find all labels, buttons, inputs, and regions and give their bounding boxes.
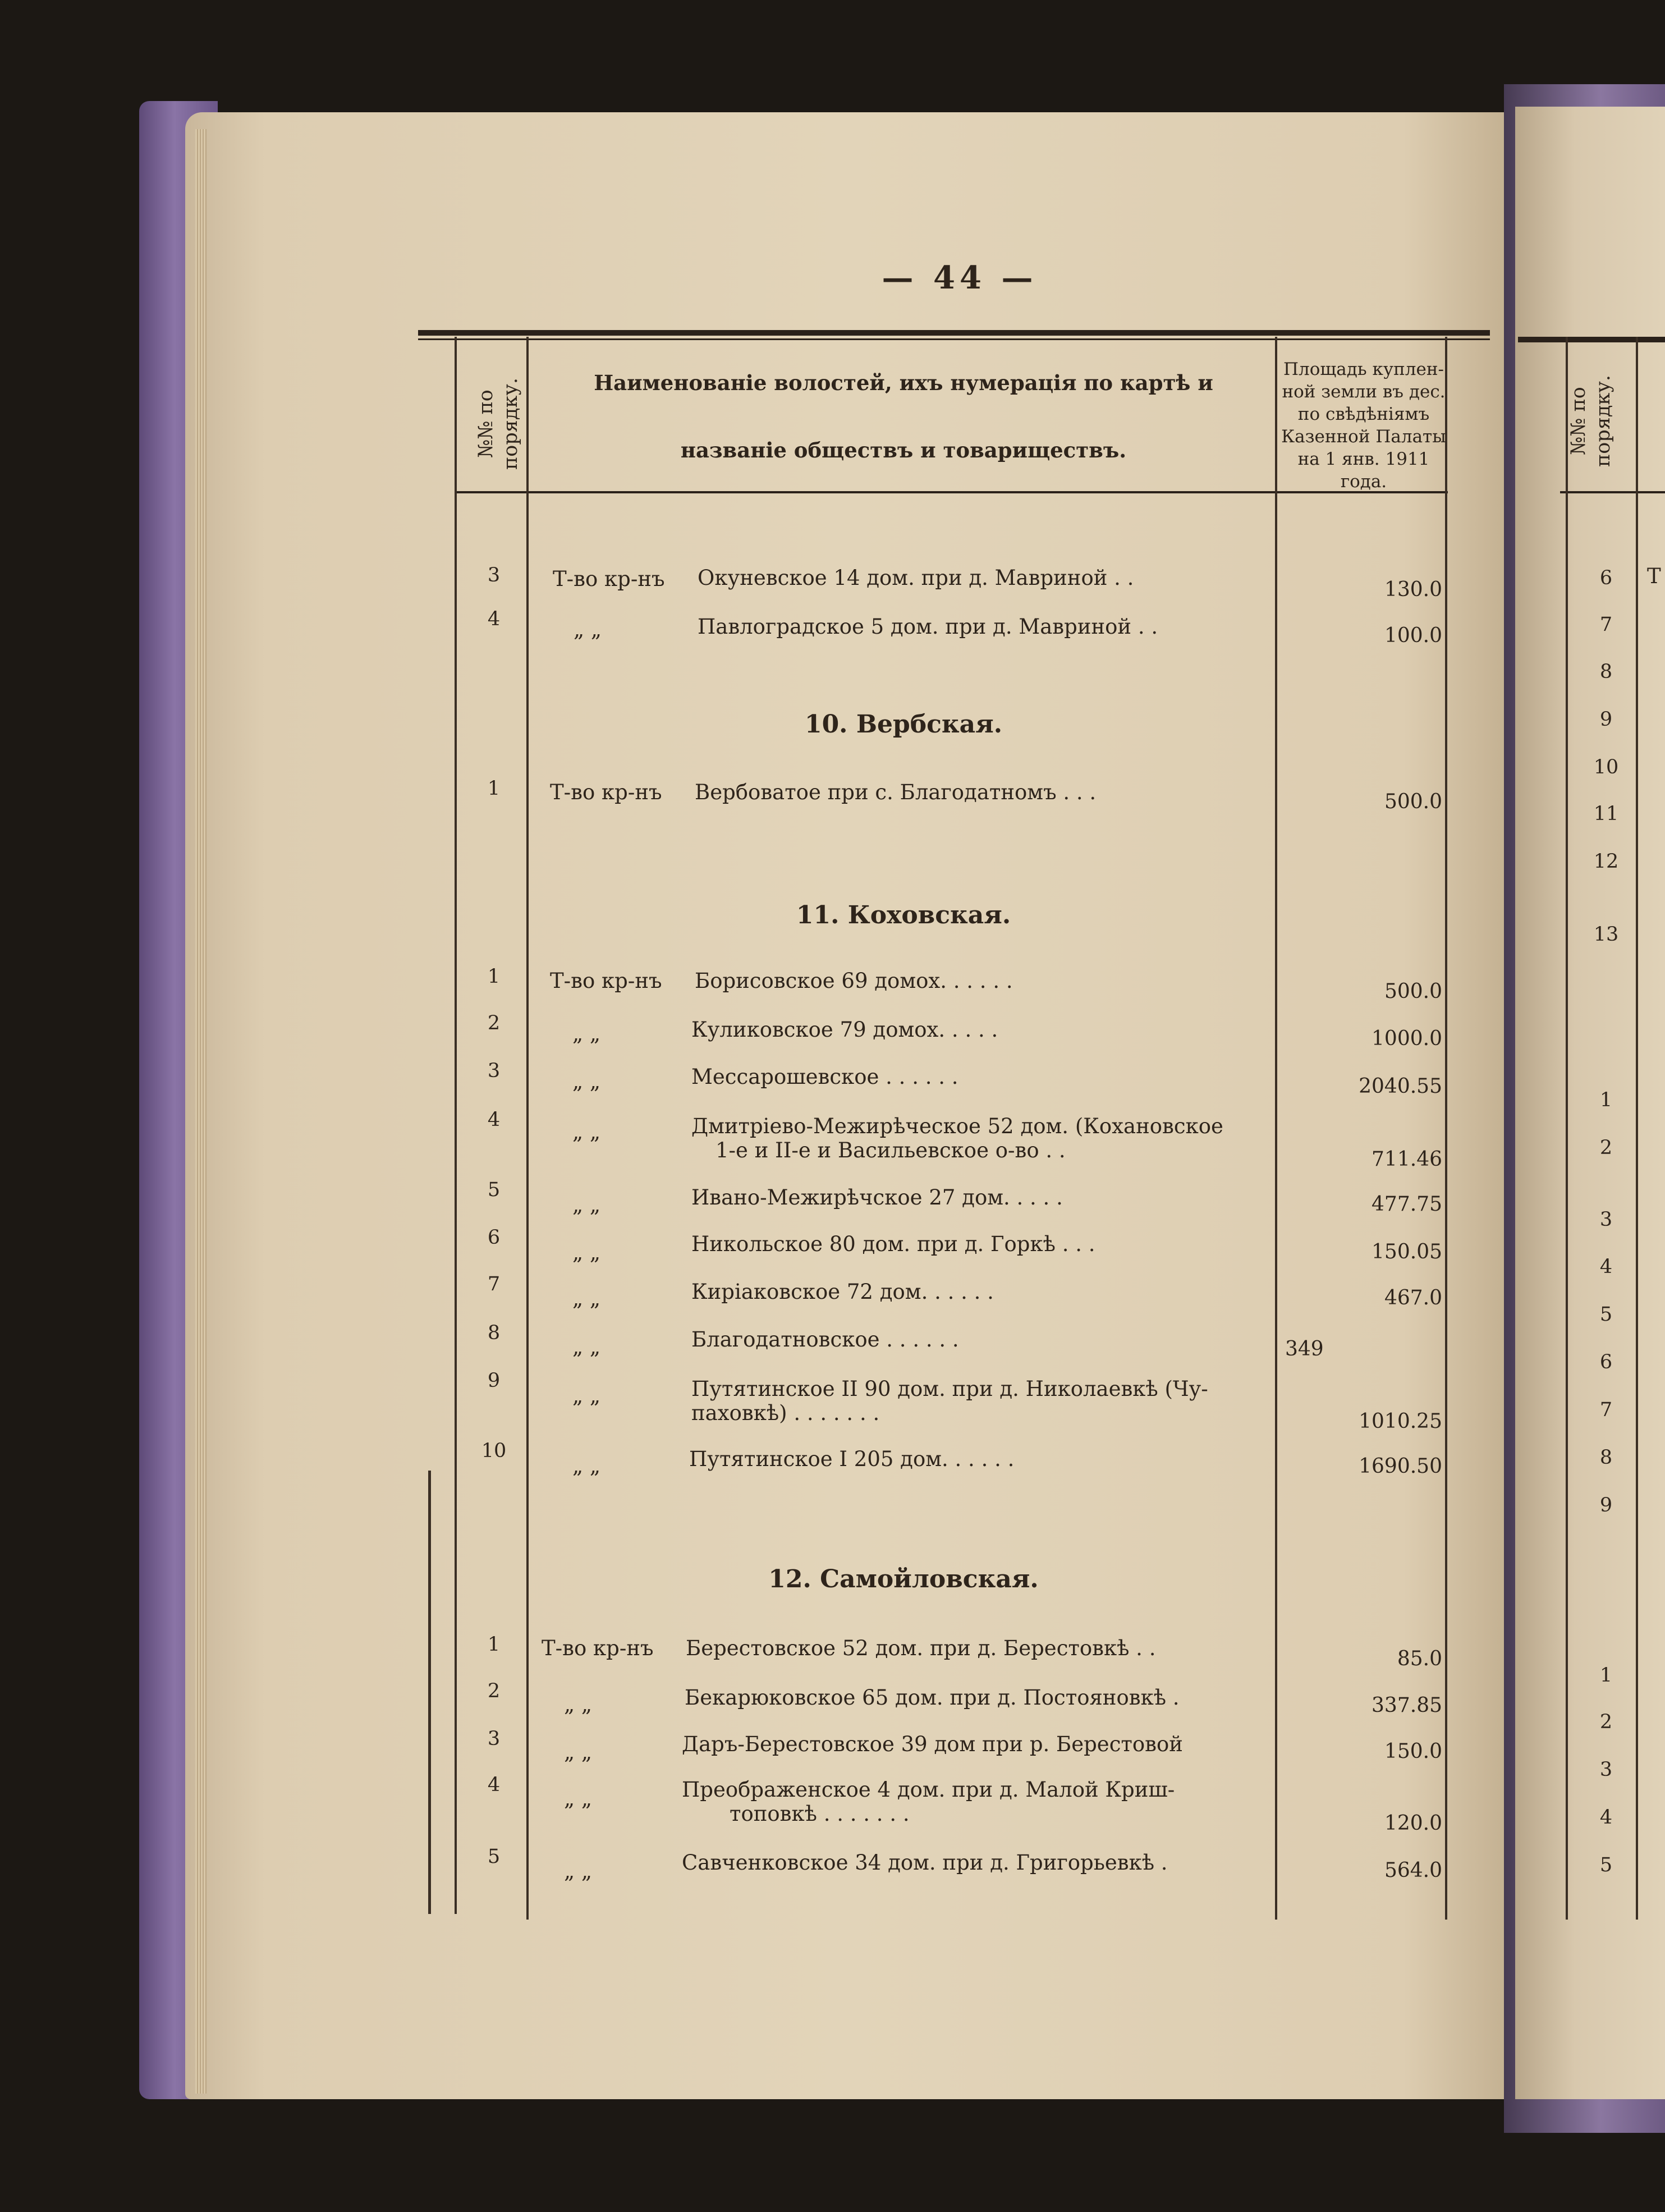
right-row-number: 1: [1599, 1664, 1613, 1687]
row-number: 4: [487, 608, 501, 630]
header-area-line: года.: [1340, 471, 1387, 492]
right-row-number: 10: [1593, 756, 1619, 778]
right-row-number: 7: [1599, 1399, 1613, 1421]
row-name: Благодатновское . . . . . .: [691, 1327, 959, 1352]
right-row-number: 7: [1599, 613, 1613, 636]
row-area: 349: [1285, 1338, 1324, 1361]
row-number: 4: [487, 1774, 501, 1796]
column-divider-1: [455, 337, 457, 1914]
right-column-divider-1: [1566, 337, 1568, 1920]
row-area: 1010.25: [1359, 1410, 1442, 1433]
row-area: 120.0: [1384, 1812, 1442, 1835]
row-number: 10: [481, 1440, 507, 1462]
row-number: 3: [487, 564, 501, 587]
row-area: 1000.0: [1372, 1027, 1442, 1050]
header-num-line2: порядку.: [499, 377, 522, 470]
right-header-line2: порядку.: [1592, 374, 1614, 468]
header-area-line: Площадь куплен-: [1283, 359, 1444, 379]
row-area: 85.0: [1397, 1647, 1442, 1670]
right-row-number: 8: [1599, 661, 1613, 683]
row-prefix: Т-во кр-нъ: [542, 1636, 654, 1660]
right-row-number: 2: [1599, 1137, 1613, 1159]
right-row-number: 4: [1599, 1806, 1613, 1829]
row-area: 1690.50: [1359, 1455, 1442, 1478]
row-prefix: „ „: [572, 1240, 601, 1265]
row-name: Куликовское 79 домох. . . . .: [691, 1018, 998, 1042]
row-area: 150.05: [1372, 1240, 1442, 1263]
right-row-number: 9: [1599, 708, 1613, 731]
row-area: 564.0: [1384, 1859, 1442, 1882]
section-heading: 10. Вербская.: [804, 710, 1003, 739]
row-name: Даръ-Берестовское 39 дом при р. Берестовой: [682, 1732, 1183, 1756]
right-row-number: 3: [1599, 1208, 1613, 1231]
right-row-number: 12: [1593, 850, 1619, 873]
row-prefix: „ „: [572, 1120, 601, 1144]
right-column-divider-2: [1636, 337, 1638, 1920]
header-area-line: ной земли въ дес.: [1282, 382, 1446, 402]
header-name-line1: Наименованіе волостей, ихъ нумерація по картѣ и: [594, 370, 1213, 395]
right-row-number: 11: [1593, 803, 1619, 825]
row-number: 8: [487, 1322, 501, 1344]
row-area: 130.0: [1384, 578, 1442, 601]
row-prefix: „ „: [572, 1022, 601, 1046]
row-name: Окуневское 14 дом. при д. Мавриной . .: [698, 566, 1134, 590]
right-row-number: 3: [1599, 1758, 1613, 1781]
right-row-number: 8: [1599, 1446, 1613, 1469]
row-area: 500.0: [1384, 980, 1442, 1003]
right-row-number: 4: [1599, 1256, 1613, 1278]
section-heading: 11. Коховская.: [796, 901, 1011, 929]
row-number: 5: [487, 1845, 501, 1868]
page-number: — 44 —: [882, 259, 1038, 296]
row-prefix: Т-во кр-нъ: [550, 969, 662, 993]
header-area-line: Казенной Палаты: [1281, 427, 1446, 447]
header-area-column: [1274, 358, 1453, 493]
row-name-continued: 1-е и II-е и Васильевское о-во . .: [715, 1138, 1066, 1162]
right-header-line1: №№ по: [1567, 387, 1590, 455]
row-prefix: Т-во кр-нъ: [550, 780, 662, 804]
row-name: Путятинское I 205 дом. . . . . .: [689, 1447, 1015, 1471]
right-row-number: 9: [1599, 1494, 1613, 1517]
row-prefix: „ „: [574, 617, 602, 642]
row-area: 711.46: [1372, 1148, 1442, 1171]
right-header-bottom-rule: [1560, 491, 1665, 493]
table-top-rule-thin: [418, 338, 1490, 340]
row-number: 3: [487, 1728, 501, 1750]
row-area: 100.0: [1384, 624, 1442, 647]
row-name: Киріаковское 72 дом. . . . . .: [691, 1280, 994, 1304]
row-prefix: „ „: [572, 1193, 601, 1217]
row-number: 1: [487, 1633, 501, 1656]
row-number: 7: [487, 1273, 501, 1295]
row-prefix: „ „: [564, 1692, 593, 1716]
row-area: 150.0: [1384, 1740, 1442, 1763]
row-name: Преображенское 4 дом. при д. Малой Криш-: [682, 1778, 1175, 1802]
row-name: Никольское 80 дом. при д. Горкѣ . . .: [691, 1232, 1095, 1256]
row-name: Борисовское 69 домох. . . . . .: [695, 969, 1013, 993]
right-row-number: 6: [1599, 567, 1613, 589]
row-area: 2040.55: [1359, 1075, 1442, 1098]
row-prefix: „ „: [572, 1286, 601, 1311]
row-area: 467.0: [1384, 1286, 1442, 1309]
row-prefix: Т-во кр-нъ: [553, 567, 665, 591]
right-header-number-column: [1549, 356, 1633, 486]
row-prefix: „ „: [572, 1335, 601, 1359]
row-number: 1: [487, 777, 501, 800]
row-name-continued: топовкѣ . . . . . . .: [730, 1802, 910, 1826]
row-prefix: „ „: [572, 1384, 601, 1408]
row-name: Путятинское II 90 дом. при д. Николаевкѣ (Чу-: [691, 1377, 1208, 1401]
row-number: 5: [487, 1179, 501, 1201]
row-name: Павлоградское 5 дом. при д. Мавриной . .: [698, 615, 1158, 639]
row-area: 477.75: [1372, 1193, 1442, 1216]
row-prefix: „ „: [564, 1787, 593, 1811]
row-prefix: „ „: [564, 1859, 593, 1883]
right-row-number: 13: [1593, 923, 1619, 946]
row-area: 337.85: [1372, 1694, 1442, 1717]
row-number: 4: [487, 1109, 501, 1131]
row-area: 500.0: [1384, 790, 1442, 813]
right-row-number: 2: [1599, 1711, 1613, 1733]
row-name-continued: паховкѣ) . . . . . . .: [691, 1401, 880, 1425]
row-name: Берестовское 52 дом. при д. Берестовкѣ . .: [686, 1636, 1156, 1660]
row-name: Дмитріево-Межирѣческое 52 дом. (Кохановское: [691, 1114, 1223, 1138]
header-number-column: [437, 359, 560, 488]
row-name: Вербоватое при с. Благодатномъ . . .: [695, 780, 1097, 804]
page-edge: [195, 129, 207, 2094]
header-name-line2: названіе обществъ и товариществъ.: [680, 438, 1127, 462]
right-row-number: 6: [1599, 1351, 1613, 1373]
row-prefix: „ „: [572, 1454, 601, 1478]
section-heading: 12. Самойловская.: [768, 1565, 1039, 1593]
header-num-line1: №№ по: [475, 390, 497, 458]
table-left-border: [428, 1471, 431, 1914]
column-divider-4: [1445, 337, 1447, 1920]
row-number: 2: [487, 1012, 501, 1034]
header-area-line: на 1 янв. 1911: [1297, 449, 1430, 469]
right-row-text: Т: [1647, 564, 1661, 588]
row-prefix: „ „: [564, 1740, 593, 1764]
column-divider-3: [1275, 337, 1277, 1920]
right-row-number: 5: [1599, 1854, 1613, 1876]
table-top-rule: [418, 330, 1490, 336]
row-name: Савченковское 34 дом. при д. Григорьевкѣ .: [682, 1851, 1168, 1875]
row-number: 1: [487, 965, 501, 988]
row-name: Ивано-Межирѣчское 27 дом. . . . .: [691, 1185, 1063, 1210]
header-area-line: по свѣдѣніямъ: [1297, 404, 1430, 424]
right-row-number: 1: [1599, 1089, 1613, 1111]
row-number: 6: [487, 1226, 501, 1249]
row-name: Бекарюковское 65 дом. при д. Постояновкѣ .: [685, 1686, 1180, 1710]
row-number: 3: [487, 1060, 501, 1082]
right-row-number: 5: [1599, 1303, 1613, 1326]
row-name: Мессарошевское . . . . . .: [691, 1065, 958, 1089]
row-number: 2: [487, 1680, 501, 1702]
row-prefix: „ „: [572, 1069, 601, 1093]
right-table-top-rule: [1518, 337, 1665, 342]
row-number: 9: [487, 1370, 501, 1392]
